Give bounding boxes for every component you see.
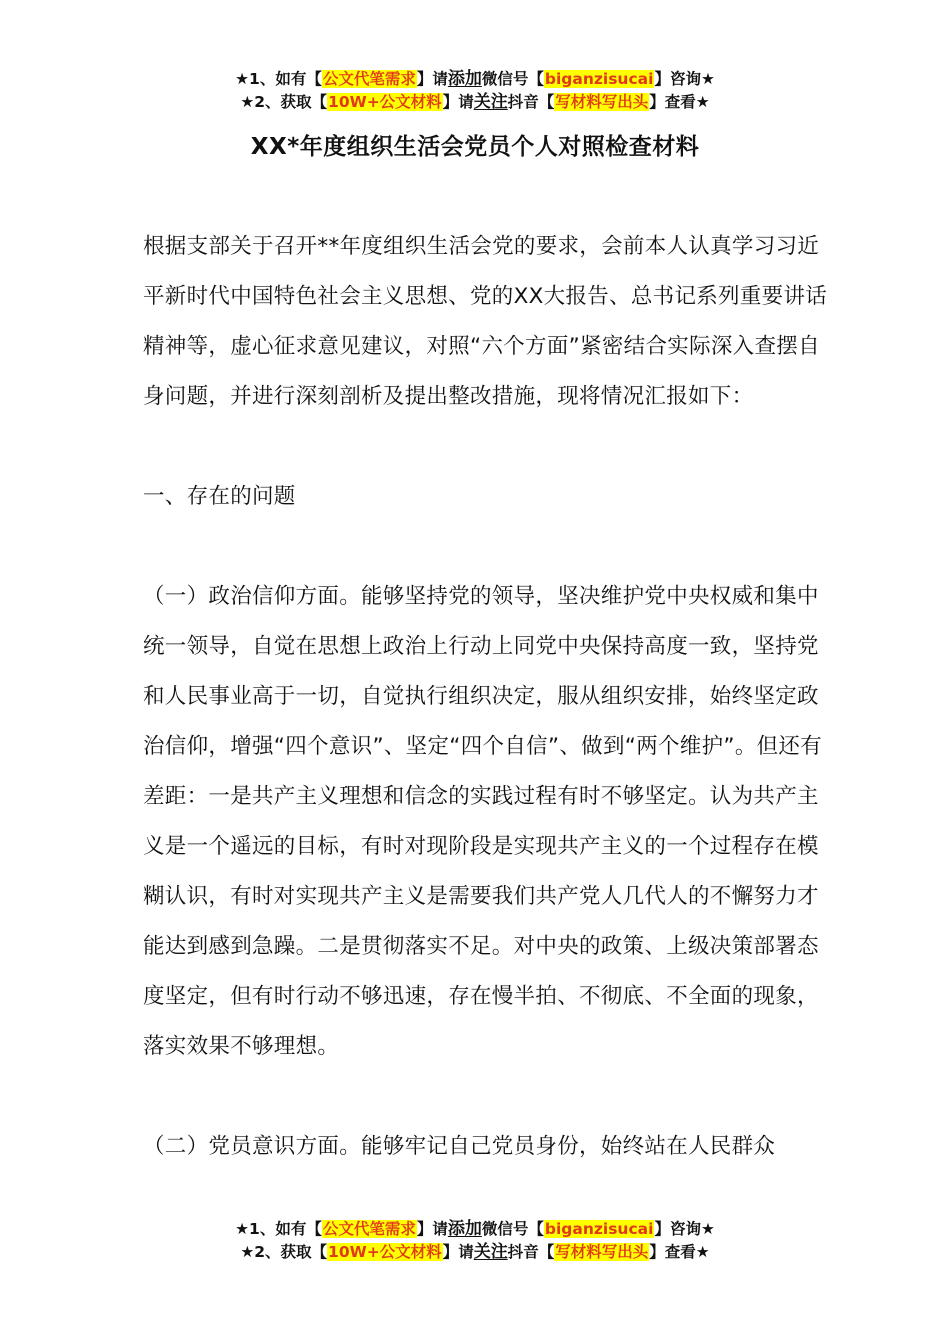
- promo-banner-bottom: [0, 1218, 950, 1264]
- promo-text: 】请: [442, 93, 474, 111]
- document-title: XX*年度组织生活会党员个人对照检查材料: [250, 134, 700, 160]
- promo-text: 】咨询★: [654, 1220, 715, 1238]
- promo-text: ★1、如有【: [235, 1220, 322, 1238]
- paragraph-spacer: [143, 422, 833, 472]
- promo-highlight: 公文代笔需求: [322, 1220, 416, 1238]
- promo-emphasis: 添加: [447, 69, 482, 89]
- promo-text: 】查看★: [649, 1243, 710, 1261]
- document-body: [143, 222, 833, 1172]
- promo-wechat-id: biganzisucai: [544, 1220, 654, 1238]
- promo-line-2: [0, 1241, 950, 1264]
- promo-text: 抖音【: [507, 1243, 555, 1261]
- promo-emphasis: 关注: [473, 1242, 508, 1262]
- promo-wechat-id: biganzisucai: [544, 70, 654, 88]
- promo-text: 微信号【: [481, 1220, 544, 1238]
- promo-text: ★2、获取【: [240, 1243, 328, 1261]
- promo-douyin-id: 写材料写出头: [555, 1243, 649, 1261]
- promo-text: 】查看★: [649, 93, 710, 111]
- promo-text: 】请: [442, 1243, 474, 1261]
- section-heading: 一、存在的问题: [143, 484, 296, 509]
- paragraph-spacer: [143, 1072, 833, 1122]
- promo-banner-top: [0, 68, 950, 114]
- promo-text: 】咨询★: [654, 70, 715, 88]
- promo-text: 抖音【: [507, 93, 555, 111]
- promo-highlight: 10W+公文材料: [328, 93, 442, 111]
- promo-line-1: [0, 68, 950, 91]
- promo-emphasis: 关注: [473, 92, 508, 112]
- promo-line-1: [0, 1218, 950, 1241]
- promo-douyin-id: 写材料写出头: [555, 93, 649, 111]
- promo-highlight: 10W+公文材料: [328, 1243, 442, 1261]
- intro-paragraph: 根据支部关于召开**年度组织生活会党的要求，会前本人认真学习习近平新时代中国特色社会主义思想、党的XX大报告、总书记系列重要讲话精神等，虚心征求意见建议，对照“六个方面”紧密结合实际深入查摆自身问题，并进行深刻剖析及提出整改措施，现将情况汇报如下：: [143, 234, 828, 409]
- promo-text: 微信号【: [481, 70, 544, 88]
- promo-text: ★2、获取【: [240, 93, 328, 111]
- item-1-paragraph: （一）政治信仰方面。能够坚持党的领导，坚决维护党中央权威和集中统一领导，自觉在思想上政治上行动上同党中央保持高度一致，坚持党和人民事业高于一切，自觉执行组织决定，服从组织安排，始终坚定政治信仰，增强“四个意识”、坚定“四个自信”、做到“两个维护”。但还有差距：一是共产主义理想和信念的实践过程有时不够坚定。认为共产主义是一个遥远的目标，有时对现阶段是实现共产主义的一个过程存在模糊认识，有时对实现共产主义是需要我们共产党人几代人的不懈努力才能达到感到急躁。二是贯彻落实不足。对中央的政策、上级决策部署态度坚定，但有时行动不够迅速，存在慢半拍、不彻底、不全面的现象，落实效果不够理想。: [143, 584, 823, 1059]
- promo-text: 】请: [416, 1220, 448, 1238]
- promo-emphasis: 添加: [447, 1219, 482, 1239]
- promo-text: 】请: [416, 70, 448, 88]
- item-2-paragraph: （二）党员意识方面。能够牢记自己党员身份，始终站在人民群众: [143, 1134, 776, 1159]
- promo-line-2: [0, 91, 950, 114]
- paragraph-spacer: [143, 522, 833, 572]
- promo-highlight: 公文代笔需求: [322, 70, 416, 88]
- promo-text: ★1、如有【: [235, 70, 322, 88]
